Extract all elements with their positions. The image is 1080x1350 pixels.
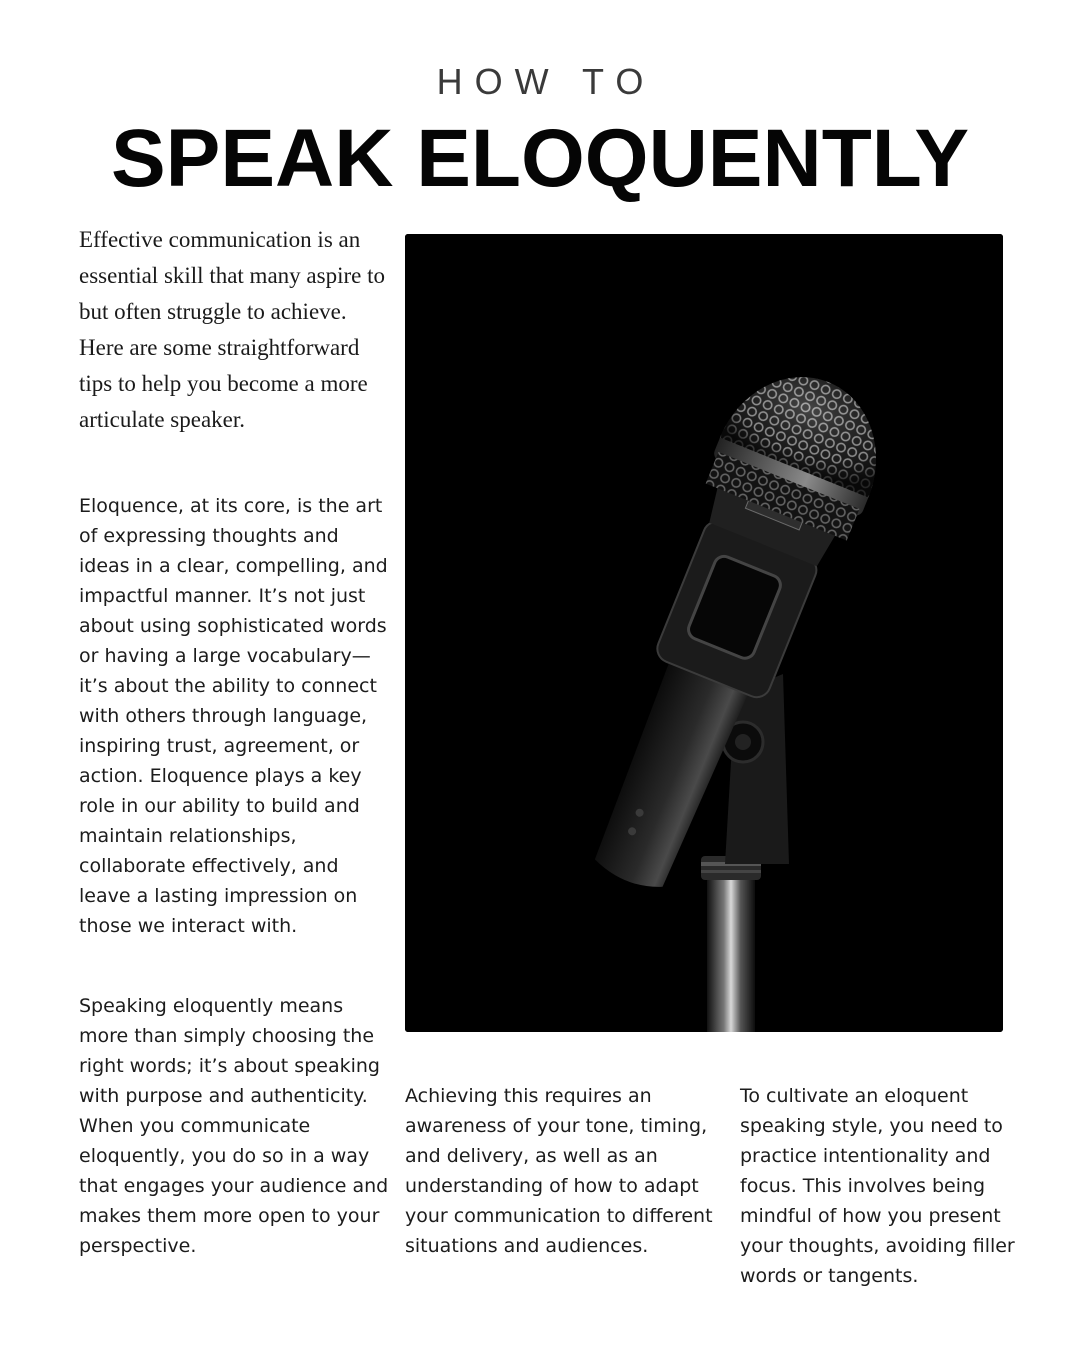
microphone-photo bbox=[405, 234, 1003, 1032]
intro-paragraph: Effective communication is an essential skill that many aspire to but often struggle to achieve. Here are some straightforward tips to help you become a more articulate speaker. bbox=[79, 227, 385, 432]
page-title: SPEAK ELOQUENTLY bbox=[110, 113, 970, 204]
body-paragraph-purpose: Speaking eloquently means more than simply choosing the right words; it’s about speaking with purpose and authenticity. When you communicate eloquently, you do so in a way that engages your audience and makes them more open to your perspective. bbox=[79, 995, 389, 1257]
body-paragraph-practice: To cultivate an eloquent speaking style, you need to practice intentionality and focus. This involves being mindful of how you present your thoughts, avoiding filler words or tangents. bbox=[740, 1085, 1015, 1287]
body-paragraph-awareness: Achieving this requires an awareness of your tone, timing, and delivery, as well as an understanding of how to adapt your communication to different situations and audiences. bbox=[405, 1085, 713, 1257]
body-paragraph-eloquence: Eloquence, at its core, is the art of expressing thoughts and ideas in a clear, compelling, and impactful manner. It’s not just about using sophisticated words or having a large vocabulary—it’s about the ability to connect with others through language, inspiring trust, agreement, or action. Eloquence plays a key role in our ability to build and maintain relationships, collaborate effectively, and leave a lasting impression on those we interact with. bbox=[79, 495, 388, 937]
kicker-heading: HOW TO bbox=[436, 61, 656, 102]
